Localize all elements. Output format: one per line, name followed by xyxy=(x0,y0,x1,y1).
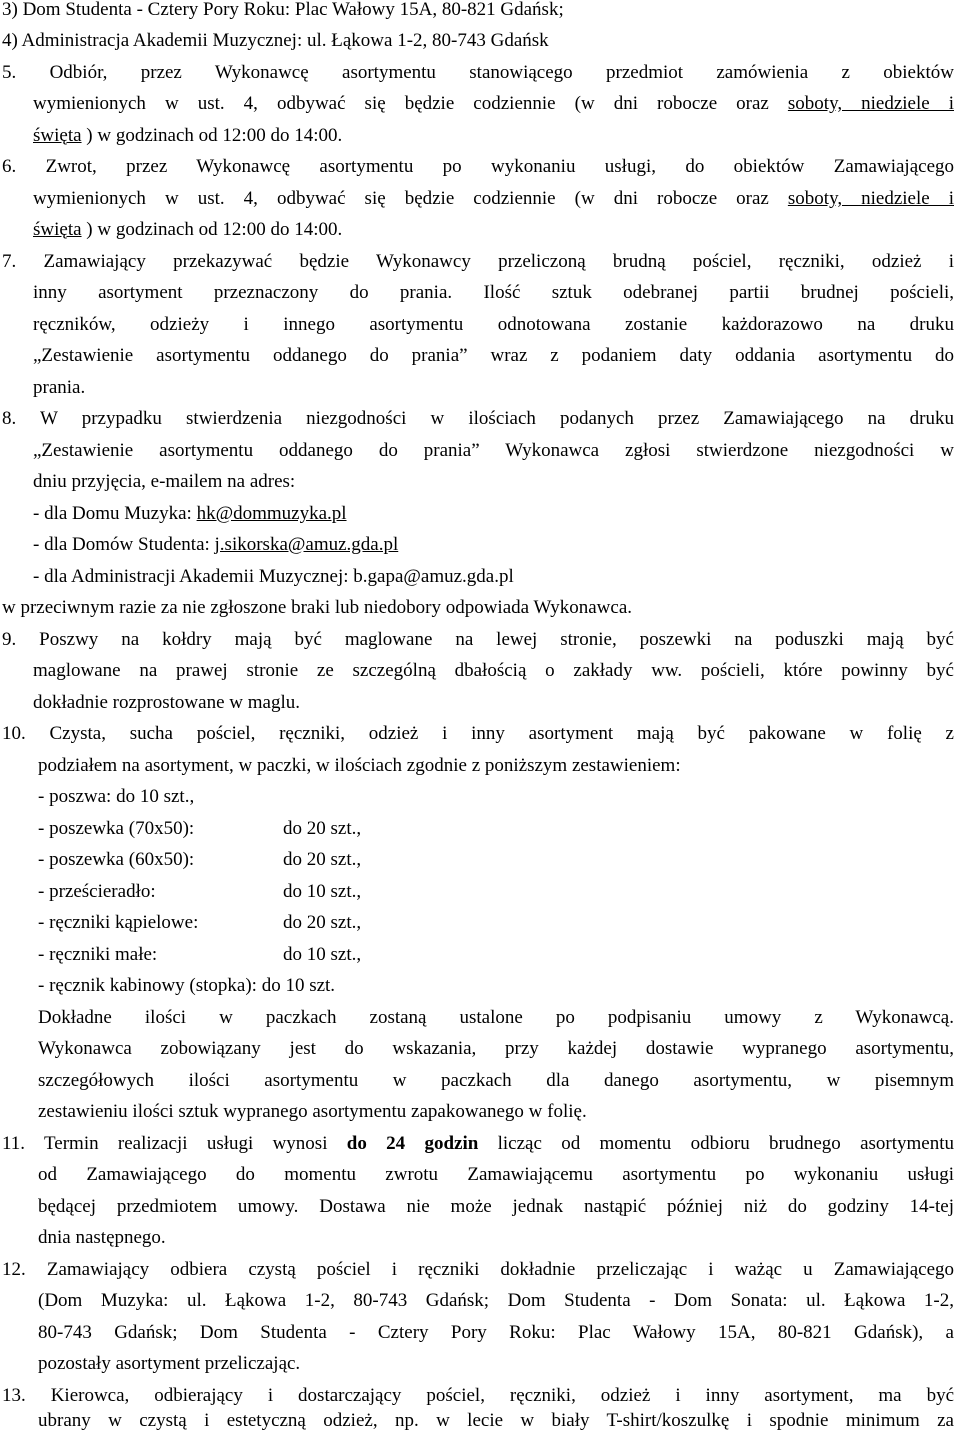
packing-item-przescieradlo: - prześcieradło: do 10 szt., xyxy=(38,881,362,902)
item-10-line-4: Wykonawca zobowiązany jest do wskazania, przy każdej dostawie wypranego asortymentu, xyxy=(38,1038,954,1059)
item-11-line-1: 11. Termin realizacji usługi wynosi do 24 godzin licząc od momentu odbioru brudnego asortymentu xyxy=(2,1133,954,1154)
packing-item-poszewka-70x50: - poszewka (70x50): do 20 szt., xyxy=(38,818,362,839)
packing-item-reczniki-male: - ręczniki małe: do 10 szt., xyxy=(38,944,362,965)
item-7-line-3: ręczników, odzieży i innego asortymentu odnotowana zostanie każdorazowo na druku xyxy=(33,314,954,335)
packing-item-reczniki-kapielowe: - ręczniki kąpielowe: do 20 szt., xyxy=(38,912,362,933)
item-11-line-2: od Zamawiającego do momentu zwrotu Zamawiającemu asortymentu po wykonaniu usługi xyxy=(38,1164,954,1185)
contact-administracja: - dla Administracji Akademii Muzycznej: b.gapa@amuz.gda.pl xyxy=(33,566,514,587)
item-12-line-3: 80-743 Gdańsk; Dom Studenta - Cztery Pory Roku: Plac Wałowy 15A, 80-821 Gdańsk), a xyxy=(38,1322,954,1343)
item-6-line-1: 6. Zwrot, przez Wykonawcę asortymentu po wykonaniu usługi, do obiektów Zamawiającego xyxy=(2,156,954,177)
item-5-line-3: święta ) w godzinach od 12:00 do 14:00. xyxy=(33,125,343,146)
item-9-line-1: 9. Poszwy na kołdry mają być maglowane na lewej stronie, poszewki na poduszki mają być xyxy=(2,629,954,650)
packing-item-recznik-kabinowy: - ręcznik kabinowy (stopka): do 10 szt. xyxy=(38,975,336,996)
packing-item-poszwa: - poszwa: do 10 szt., xyxy=(38,786,195,807)
item-7-line-2: inny asortyment przeznaczony do prania. Ilość sztuk odebranej partii brudnej pościeli, xyxy=(33,282,954,303)
item-10-line-2: podziałem na asortyment, w paczki, w ilościach zgodnie z poniższym zestawieniem: xyxy=(38,755,681,776)
item-12-line-1: 12. Zamawiający odbiera czystą pościel i ręczniki dokładnie przeliczając i ważąc u Zamawiającego xyxy=(2,1259,954,1280)
item-7-line-5: prania. xyxy=(33,377,86,398)
item-9-line-3: dokładnie rozprostowane w maglu. xyxy=(33,692,300,713)
item-6-line-3: święta ) w godzinach od 12:00 do 14:00. xyxy=(33,219,343,240)
item-10-line-6: zestawieniu ilości sztuk wypranego asortymentu zapakowanego w folię. xyxy=(38,1101,587,1122)
deadline-emphasis: do 24 godzin xyxy=(346,1133,479,1154)
item-11-line-4: dnia następnego. xyxy=(38,1227,166,1248)
item-5-line-2: wymienionych w ust. 4, odbywać się będzie codziennie (w dni robocze oraz soboty, niedziele i xyxy=(33,93,954,114)
item-12-line-4: pozostały asortyment przeliczając. xyxy=(38,1353,301,1374)
item-10-line-1: 10. Czysta, sucha pościel, ręczniki, odzież i inny asortyment mają być pakowane w folię z xyxy=(2,723,954,744)
packing-item-poszewka-60x50: - poszewka (60x50): do 20 szt., xyxy=(38,849,362,870)
item-9-line-2: maglowane na prawej stronie ze szczególną dbałością o zakłady ww. pościeli, które powinny być xyxy=(33,660,954,681)
item-8-line-2: „Zestawienie asortymentu oddanego do prania” Wykonawca zgłosi stwierdzone niezgodności w xyxy=(33,440,954,461)
item-5-line-1: 5. Odbiór, przez Wykonawcę asortymentu stanowiącego przedmiot zamówienia z obiektów xyxy=(2,62,954,83)
contact-domy-studenta: - dla Domów Studenta: j.sikorska@amuz.gda.pl xyxy=(33,534,399,555)
item-13-line-1: 13. Kierowca, odbierający i dostarczający pościel, ręczniki, odzież i inny asortyment, ma być xyxy=(2,1385,954,1406)
item-13-line-2: ubrany w czystą i estetyczną odzież, np. w lecie w biały T-shirt/koszulkę i spodnie minimum za xyxy=(38,1410,954,1431)
item-8-footer: w przeciwnym razie za nie zgłoszone braki lub niedobory odpowiada Wykonawca. xyxy=(2,597,633,618)
item-12-line-2: (Dom Muzyka: ul. Łąkowa 1-2, 80-743 Gdańsk; Dom Studenta - Dom Sonata: ul. Łąkowa 1-2, xyxy=(38,1290,954,1311)
email-link-domy-studenta[interactable]: j.sikorska@amuz.gda.pl xyxy=(214,534,399,555)
item-8-line-1: 8. W przypadku stwierdzenia niezgodności w ilościach podanych przez Zamawiającego na druku xyxy=(2,408,954,429)
item-10-line-3: Dokładne ilości w paczkach zostaną ustalone po podpisaniu umowy z Wykonawcą. xyxy=(38,1007,954,1028)
item-8-line-3: dniu przyjęcia, e-mailem na adres: xyxy=(33,471,296,492)
contact-dom-muzyka: - dla Domu Muzyka: hk@dommuzyka.pl xyxy=(33,503,347,524)
item-10-line-5: szczegółowych ilości asortymentu w paczkach dla danego asortymentu, w pisemnym xyxy=(38,1070,954,1091)
item-7-line-4: „Zestawienie asortymentu oddanego do prania” wraz z podaniem daty oddania asortymentu do xyxy=(33,345,954,366)
item-7-line-1: 7. Zamawiający przekazywać będzie Wykonawcy przeliczoną brudną pościel, ręczniki, odzież i xyxy=(2,251,954,272)
item-6-line-2: wymienionych w ust. 4, odbywać się będzie codziennie (w dni robocze oraz soboty, niedziele i xyxy=(33,188,954,209)
address-line-3: 3) Dom Studenta - Cztery Pory Roku: Plac Wałowy 15A, 80-821 Gdańsk; xyxy=(2,0,564,20)
email-link-dom-muzyka[interactable]: hk@dommuzyka.pl xyxy=(196,503,347,524)
address-line-4: 4) Administracja Akademii Muzycznej: ul. Łąkowa 1-2, 80-743 Gdańsk xyxy=(2,30,549,51)
item-11-line-3: będącej przedmiotem umowy. Dostawa nie może jednak nastąpić później niż do godziny 14-tej xyxy=(38,1196,954,1217)
